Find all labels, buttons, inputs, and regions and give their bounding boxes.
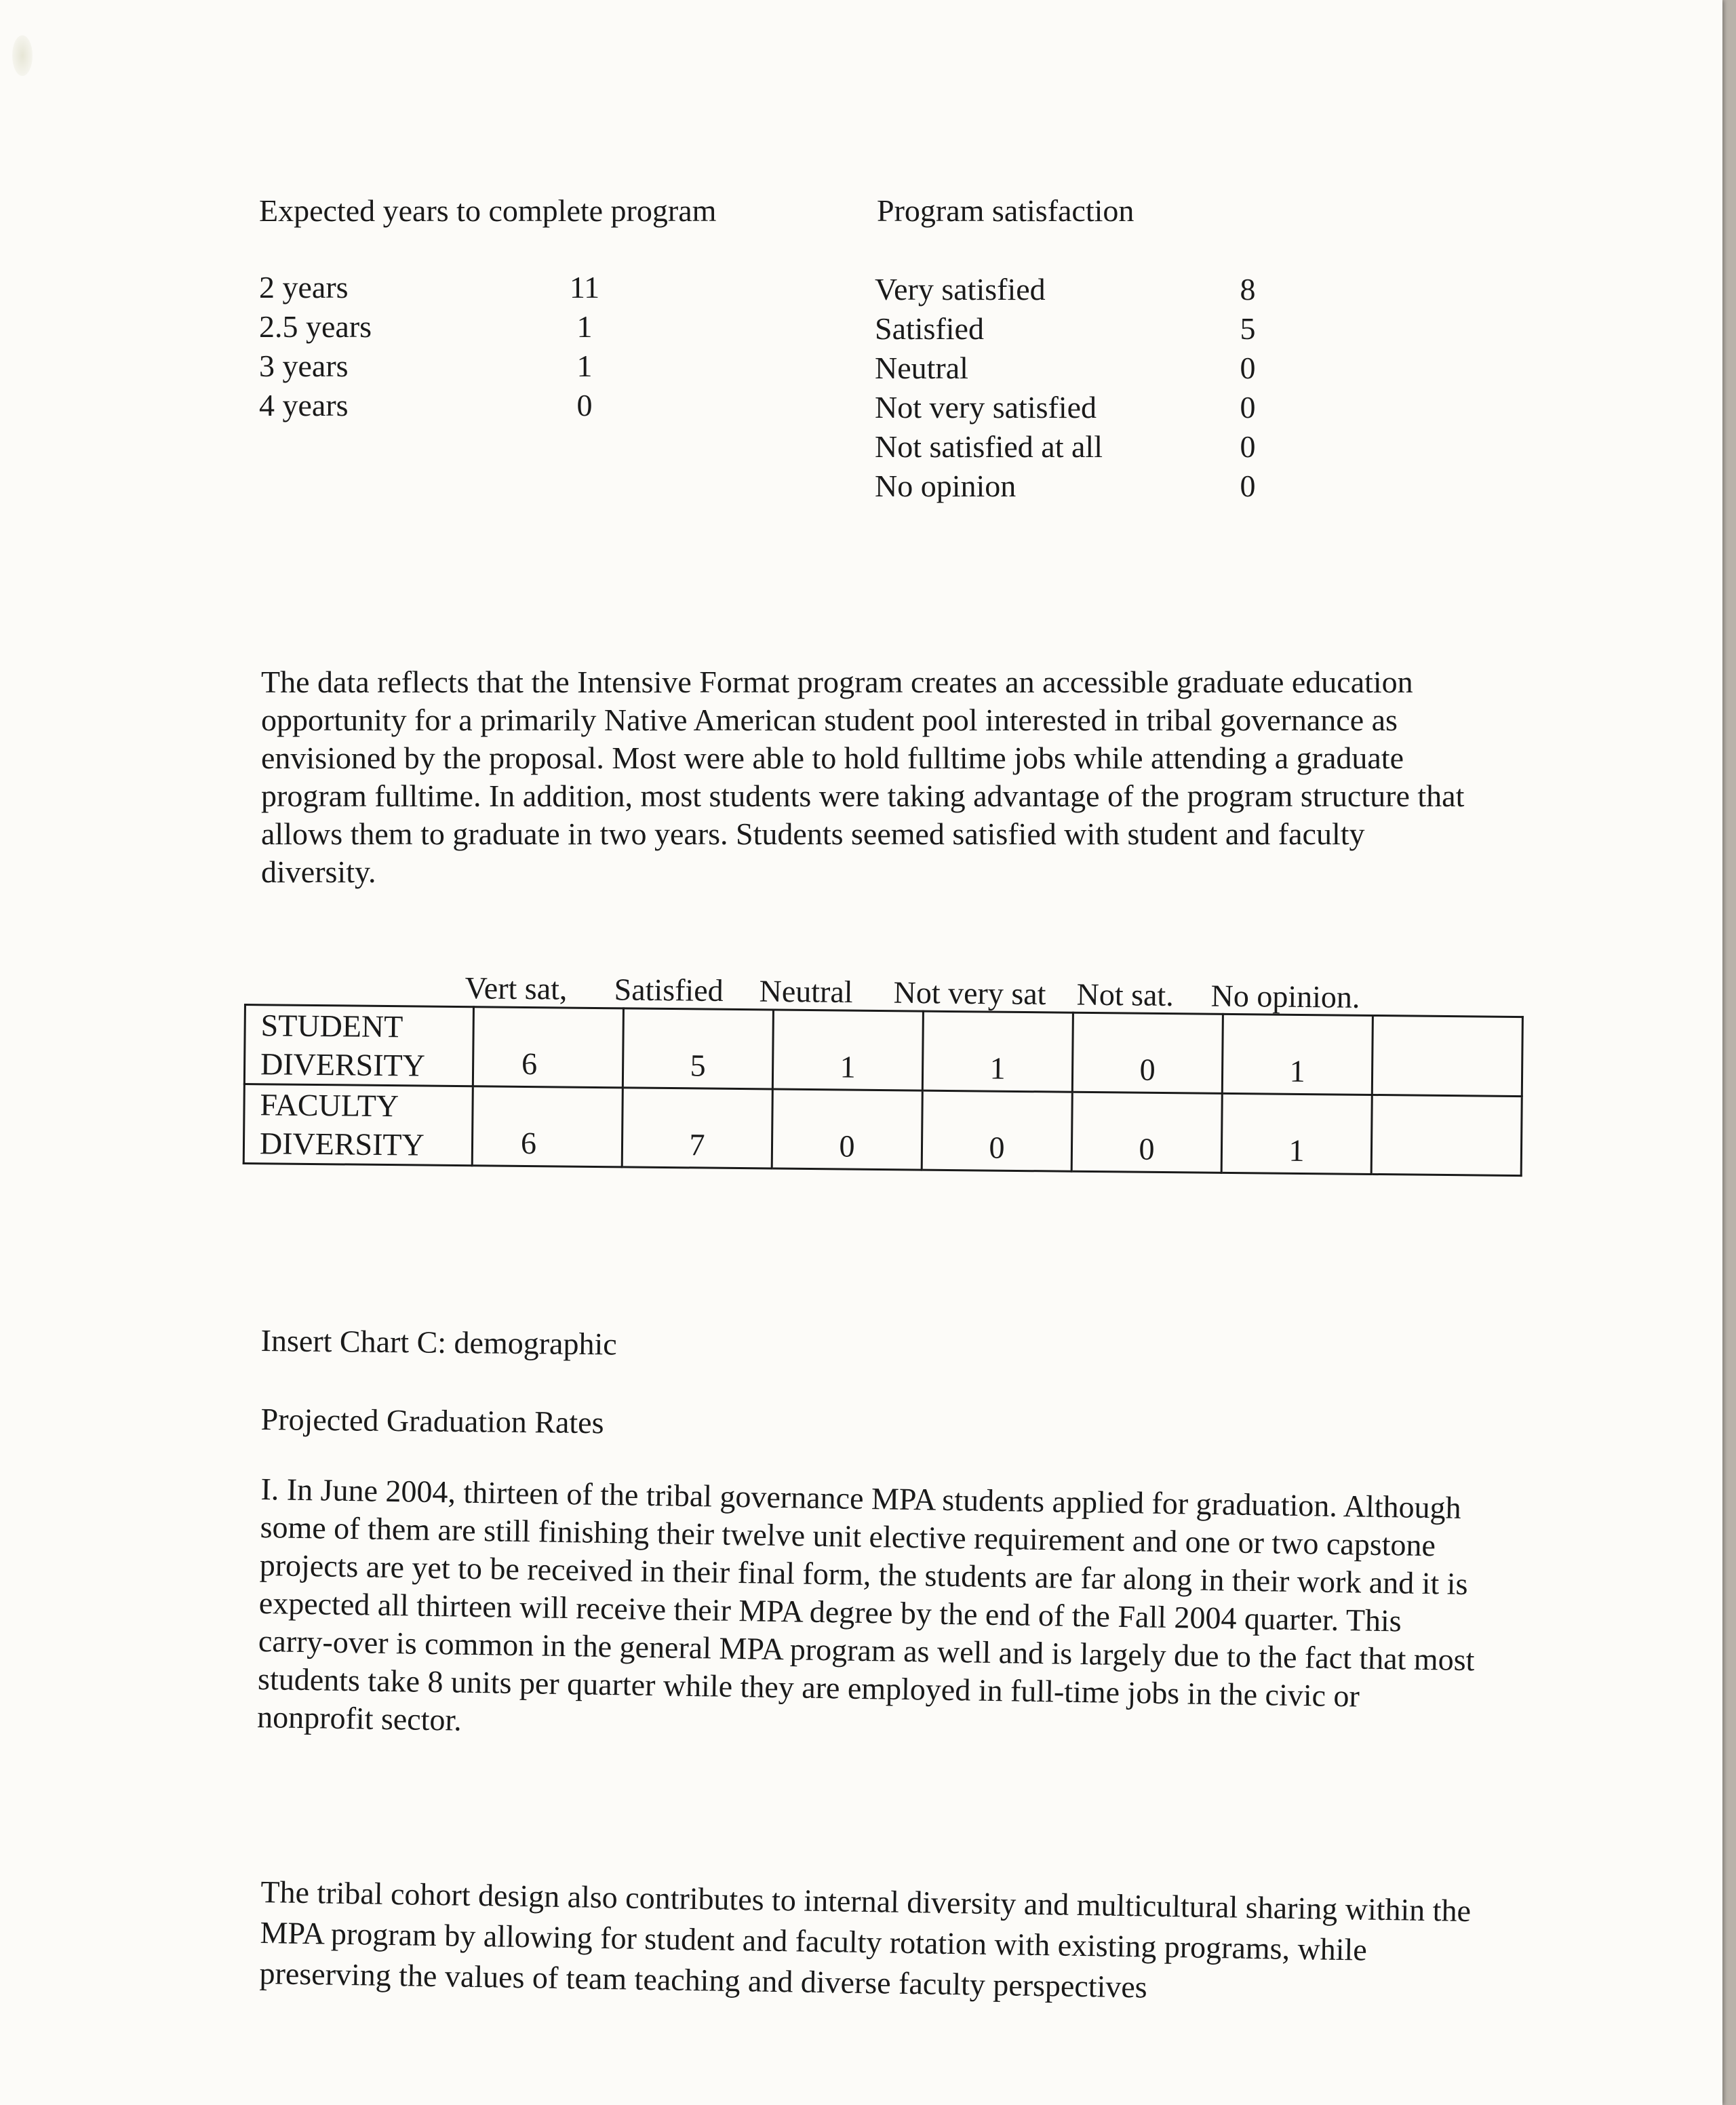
years-row <box>259 347 612 386</box>
years-label: 2 years <box>259 270 349 304</box>
column-header: No opinion. <box>1210 978 1360 1015</box>
row-header-line: DIVERSITY <box>259 1126 425 1162</box>
years-count: 1 <box>576 309 593 344</box>
satisfaction-count: 5 <box>1240 311 1256 346</box>
row-header-line: DIVERSITY <box>260 1046 426 1083</box>
row-header-line: FACULTY <box>260 1087 399 1124</box>
table-cell: 0 <box>772 1089 922 1170</box>
diversity-table <box>243 1004 1524 1177</box>
column-header: Neutral <box>759 973 853 1010</box>
column-header: Vert sat, <box>465 970 568 1006</box>
table-cell: 1 <box>922 1011 1073 1092</box>
years-label: 4 years <box>259 388 349 422</box>
table-cell: 0 <box>1072 1012 1223 1093</box>
satisfaction-label: No opinion <box>875 469 1017 503</box>
table-cell: 5 <box>623 1008 773 1089</box>
satisfaction-row <box>875 349 1268 388</box>
table-row <box>243 1084 1522 1176</box>
satisfaction-count: 8 <box>1240 272 1256 307</box>
page-smudge <box>12 35 33 76</box>
table-cell <box>1371 1095 1522 1175</box>
table-cell: 7 <box>622 1088 772 1168</box>
satisfaction-row <box>875 427 1268 467</box>
satisfaction-count: 0 <box>1240 469 1256 503</box>
graduation-paragraph: I. In June 2004, thirteen of the tribal governance MPA students applied for graduation. Although some of them are still finishing their twelve unit elective requirement and one or two capstone projects are yet to be received in their final form, the students are far along in their work and it is expected all thirteen will receive their MPA degree by the end of the Fall 2004 quarter. This carry-over is common in the general MPA program as well and is largely due to the fact that most students take 8 units per quarter while they are employed in full-time jobs in the civic or nonprofit sector. <box>256 1471 1475 1737</box>
row-header-line: STUDENT <box>260 1008 403 1044</box>
satisfaction-label: Neutral <box>875 351 968 385</box>
satisfaction-count: 0 <box>1240 429 1256 464</box>
satisfaction-label: Very satisfied <box>875 272 1046 307</box>
satisfaction-count: 0 <box>1240 351 1256 385</box>
satisfaction-label: Satisfied <box>875 311 984 346</box>
table-cell: 1 <box>1221 1093 1372 1174</box>
table-cell: 6 <box>473 1007 623 1088</box>
years-label: 2.5 years <box>259 309 372 344</box>
years-list <box>259 268 612 425</box>
table-cell: 0 <box>1071 1092 1222 1173</box>
satisfaction-heading: Program satisfaction <box>877 193 1135 228</box>
insert-chart-note: Insert Chart C: demographic <box>260 1322 617 1362</box>
column-header: Satisfied <box>614 972 724 1008</box>
table-cell: 1 <box>772 1010 923 1090</box>
column-header: Not sat. <box>1076 977 1175 1013</box>
satisfaction-label: Not satisfied at all <box>875 429 1103 464</box>
cohort-paragraph: The tribal cohort design also contributes to internal diversity and multicultural sharing within the MPA program by allowing for student and faculty rotation with existing programs, while preserving the values of team teaching and diverse faculty perspectives <box>259 1874 1472 2005</box>
table-cell: 1 <box>1222 1014 1373 1095</box>
satisfaction-count: 0 <box>1240 390 1256 425</box>
findings-paragraph: The data reflects that the Intensive Format program creates an accessible graduate education opportunity for a primarily Native American student pool interested in tribal governance as envisioned by the proposal. Most were able to hold fulltime jobs while attending a graduate program fulltime. In addition, most students were taking advantage of the program structure that allows them to graduate in two years. Students seemed satisfied with student and faculty diversity. <box>261 665 1465 889</box>
satisfaction-row <box>875 388 1268 427</box>
column-header: Not very sat <box>893 975 1046 1012</box>
years-row <box>259 268 612 307</box>
satisfaction-list <box>875 270 1268 506</box>
years-row <box>259 386 612 425</box>
table-cell: 0 <box>922 1090 1072 1171</box>
years-heading: Expected years to complete program <box>259 193 717 228</box>
years-row <box>259 307 612 347</box>
satisfaction-row <box>875 270 1268 309</box>
table-row <box>244 1005 1522 1097</box>
row-header <box>243 1084 473 1166</box>
satisfaction-label: Not very satisfied <box>875 390 1097 425</box>
years-label: 3 years <box>259 349 349 383</box>
years-count: 11 <box>569 270 600 304</box>
row-header <box>244 1005 473 1086</box>
years-count: 0 <box>576 388 593 422</box>
projected-graduation-heading: Projected Graduation Rates <box>260 1401 604 1440</box>
satisfaction-row <box>875 467 1268 506</box>
satisfaction-row <box>875 309 1268 349</box>
table-cell <box>1372 1015 1522 1096</box>
table-cell: 6 <box>472 1086 623 1167</box>
years-count: 1 <box>576 349 593 383</box>
